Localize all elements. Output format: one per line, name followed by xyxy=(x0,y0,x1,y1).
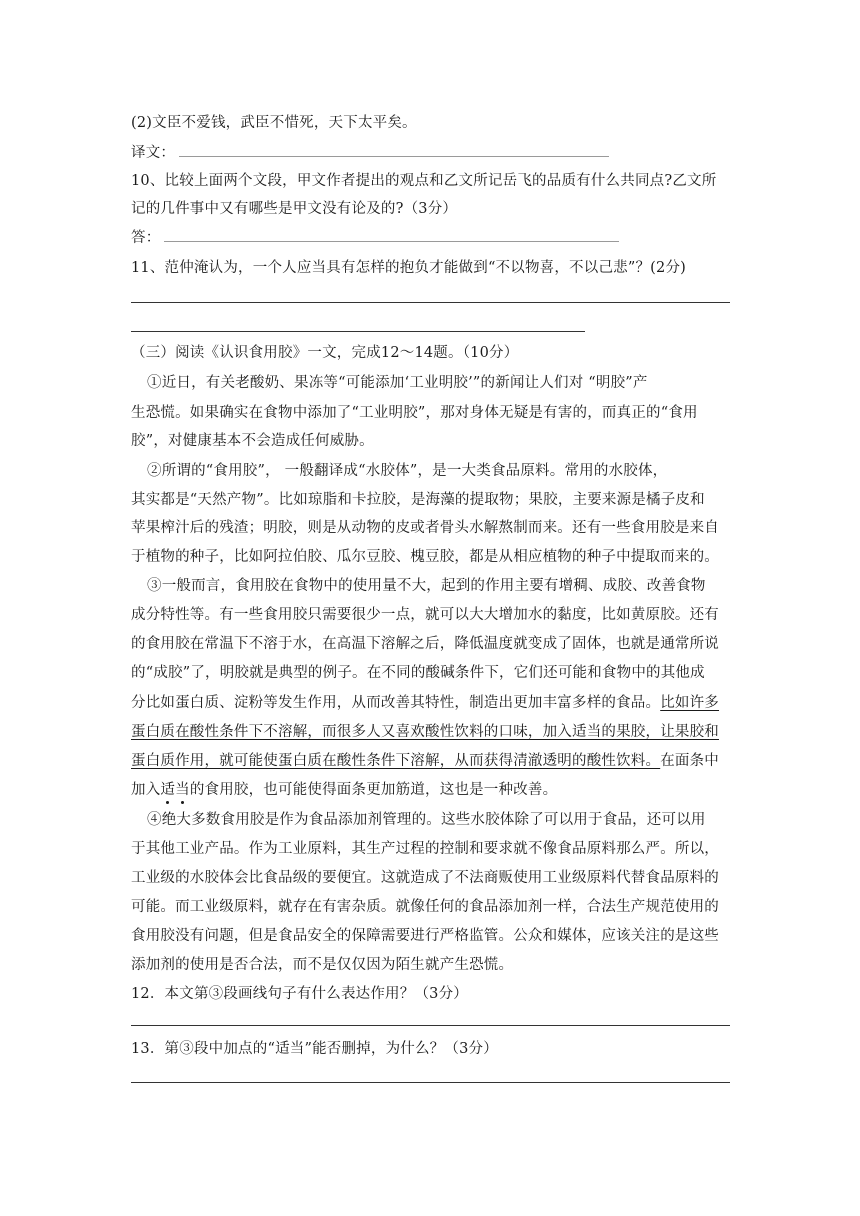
paragraph-3-line-5 xyxy=(131,693,719,713)
paragraph-4-line-6: 添加剂的使用是否合法，而不是仅仅因为陌生就产生恐慌。 xyxy=(131,957,514,973)
translation-answer-blank[interactable] xyxy=(179,156,609,157)
paragraph-3-line-7 xyxy=(131,751,719,771)
question-10-line-1: 10、比较上面两个文段，甲文作者提出的观点和乙文所记岳飞的品质有什么共同点?乙文所 xyxy=(131,173,717,189)
paragraph-4-line-1: ④绝大多数食用胶是作为食品添加剂管理的。这些水胶体除了可以用于食品，还可以用 xyxy=(147,812,706,828)
paragraph-1-line-1: ①近日，有关老酸奶、果冻等“可能添加‘工业明胶’”的新闻让人们对 “明胶”产 xyxy=(147,375,648,391)
paragraph-3-line-8 xyxy=(131,780,557,800)
paragraph-2-line-1: ②所谓的“食用胶”， 一般翻译成“水胶体”，是一大类食品原料。常用的水胶体， xyxy=(147,463,668,479)
question-10-line-2: 记的几件事中又有哪些是甲文没有论及的?（3分） xyxy=(131,201,458,217)
paragraph-3-line-8-pre: 加入 xyxy=(131,782,161,798)
paragraph-4-line-4: 可能。而工业级原料，就存在有害杂质。就像任何的食品添加剂一样，合法生产规范使用的 xyxy=(131,899,719,915)
emphasis-dot-char-1: 适 xyxy=(160,782,176,798)
underlined-sentence-part-3: 蛋白质作用，就可能使蛋白质在酸性条件下溶解，从而获得清澈透明的酸性饮料。 xyxy=(131,753,661,769)
answer-rule-q11-1[interactable] xyxy=(131,302,730,303)
paragraph-3-line-8-post: 的食用胶，也可能使得面条更加筋道，这也是一种改善。 xyxy=(189,782,558,798)
underlined-sentence-part-2: 蛋白质在酸性条件下不溶解，而很多人又喜欢酸性饮料的口味，加入适当的果胶，让果胶和 xyxy=(131,724,719,740)
paragraph-3-line-4: 的“成胶”了，明胶就是典型的例子。在不同的酸碱条件下，它们还可能和食物中的其他成 xyxy=(131,665,705,681)
emphasis-dot-char-2: 当 xyxy=(175,782,190,798)
answer-line xyxy=(131,228,619,248)
question-11: 11、范仲淹认为，一个人应当具有怎样的抱负才能做到“不以物喜，不以己悲”？(2分) xyxy=(131,260,687,276)
section-3-heading: （三）阅读《认识食用胶》一文，完成12～14题。（10分） xyxy=(131,345,519,361)
answer-rule-q13[interactable] xyxy=(131,1082,730,1083)
translation-label: 译文： xyxy=(131,145,176,161)
paragraph-4-line-2: 于其他工业产品。作为工业原料，其生产过程的控制和要求就不像食品原料那么严。所以， xyxy=(131,841,719,857)
answer-label: 答： xyxy=(131,230,161,246)
question-9-2: (2)文臣不爱钱，武臣不惜死，天下太平矣。 xyxy=(131,115,417,131)
paragraph-3-line-7-plain: 在面条中 xyxy=(660,753,720,769)
paragraph-1-line-2: 生恐慌。如果确实在食物中添加了“工业明胶”，那对身体无疑是有害的，而真正的“食用 xyxy=(131,405,698,421)
paragraph-2-line-3: 苹果榨汁后的残渣；明胶，则是从动物的皮或者骨头水解熬制而来。还有一些食用胶是来自 xyxy=(131,520,719,536)
paragraph-2-line-4: 于植物的种子，比如阿拉伯胶、瓜尔豆胶、槐豆胶，都是从相应植物的种子中提取而来的。 xyxy=(131,549,719,565)
answer-rule-q11-2[interactable] xyxy=(131,331,585,332)
paragraph-4-line-3: 工业级的水胶体会比食品级的要便宜。这就造成了不法商贩使用工业级原料代替食品原料的 xyxy=(131,870,719,886)
underlined-sentence-part-1: 比如许多 xyxy=(660,695,720,711)
translation-line xyxy=(131,143,609,163)
paragraph-1-line-3: 胶”，对健康基本不会造成任何威胁。 xyxy=(131,433,374,449)
question-13: 13．第③段中加点的“适当”能否删掉，为什么？（3分） xyxy=(131,1041,498,1057)
paragraph-3-line-5-plain: 分比如蛋白质、淀粉等发生作用，从而改善其特性，制造出更加丰富多样的食品。 xyxy=(131,695,661,711)
paragraph-3-line-2: 成分特性等。有一些食用胶只需要很少一点，就可以大大增加水的黏度，比如黄原胶。还有 xyxy=(131,607,719,623)
paragraph-2-line-2: 其实都是“天然产物”。比如琼脂和卡拉胶，是海藻的提取物；果胶，主要来源是橘子皮和 xyxy=(131,492,705,508)
paragraph-4-line-5: 食用胶没有问题，但是食品安全的保障需要进行严格监管。公众和媒体，应该关注的是这些 xyxy=(131,928,719,944)
answer-blank[interactable] xyxy=(164,241,619,242)
answer-rule-q12[interactable] xyxy=(131,1025,730,1026)
paragraph-3-line-1: ③一般而言，食用胶在食物中的使用量不大，起到的作用主要有增稠、成胶、改善食物 xyxy=(147,578,706,594)
question-12: 12．本文第③段画线句子有什么表达作用？（3分） xyxy=(131,986,468,1002)
paragraph-3-line-3: 的食用胶在常温下不溶于水，在高温下溶解之后，降低温度就变成了固体，也就是通常所说 xyxy=(131,636,719,652)
paragraph-3-line-6 xyxy=(131,722,719,742)
